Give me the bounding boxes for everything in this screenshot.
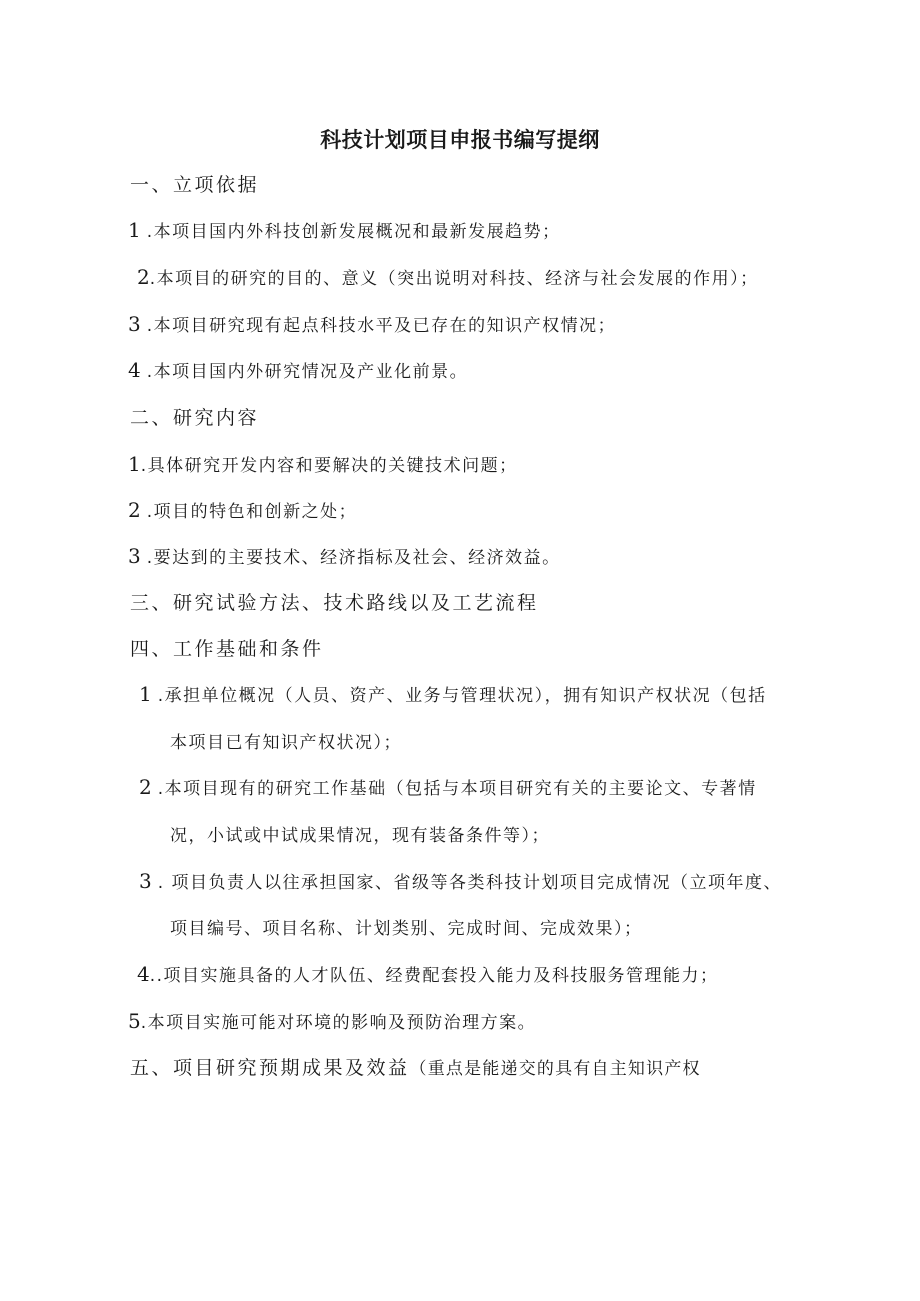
list-item-continuation: 况，小试或中试成果情况，现有装备条件等）； xyxy=(170,826,550,846)
list-item xyxy=(139,774,757,799)
list-item xyxy=(128,1008,536,1033)
section-heading-5-text: 五、项目研究预期成果及效益 xyxy=(130,1057,410,1079)
item-text: .承担单位概况（人员、资产、业务与管理状况），拥有知识产权状况（包括 xyxy=(157,686,767,706)
item-text: . 项目负责人以往承担国家、省级等各类科技计划项目完成情况（立项年度、 xyxy=(157,873,783,893)
list-item xyxy=(139,868,782,893)
item-text: .项目的特色和创新之处； xyxy=(146,502,358,522)
list-item xyxy=(128,357,468,382)
document-title: 科技计划项目申报书编写提纲 xyxy=(320,128,600,152)
list-item xyxy=(128,497,357,522)
item-text: .本项目实施可能对环境的影响及预防治理方案。 xyxy=(140,1013,537,1033)
item-number: 4 xyxy=(137,962,150,986)
list-item xyxy=(128,543,561,568)
item-number: 2 xyxy=(128,498,141,522)
list-item xyxy=(137,264,759,289)
item-text: .本项目的研究的目的、意义（突出说明对科技、经济与社会发展的作用）； xyxy=(149,269,759,289)
section-heading-5 xyxy=(130,1053,701,1080)
list-item xyxy=(137,961,719,986)
list-item xyxy=(128,217,561,242)
item-number: 1 xyxy=(128,218,141,242)
section-heading-2: 二、研究内容 xyxy=(130,407,260,429)
item-number: 5 xyxy=(128,1009,141,1033)
item-number: 3 xyxy=(128,544,141,568)
list-item xyxy=(139,681,767,706)
item-text: .本项目国内外研究情况及产业化前景。 xyxy=(146,362,469,382)
item-text: .要达到的主要技术、经济指标及社会、经济效益。 xyxy=(146,548,561,568)
list-item-continuation: 本项目已有知识产权状况）； xyxy=(170,733,402,753)
item-text: .具体研究开发内容和要解决的关键技术问题； xyxy=(140,456,518,476)
item-text: .本项目现有的研究工作基础（包括与本项目研究有关的主要论文、专著情 xyxy=(157,779,757,799)
item-number: 2 xyxy=(139,775,152,799)
item-text: ..项目实施具备的人才队伍、经费配套投入能力及科技服务管理能力； xyxy=(149,966,719,986)
section-heading-4: 四、工作基础和条件 xyxy=(130,638,324,660)
section-heading-3: 三、研究试验方法、技术路线以及工艺流程 xyxy=(130,592,539,614)
item-number: 4 xyxy=(128,358,141,382)
item-text: .本项目国内外科技创新发展概况和最新发展趋势； xyxy=(146,222,561,242)
list-item xyxy=(128,311,616,336)
list-item xyxy=(128,451,518,476)
item-number: 1 xyxy=(139,682,152,706)
item-text: .本项目研究现有起点科技水平及已存在的知识产权情况； xyxy=(146,316,617,336)
section-heading-5-note: （重点是能递交的具有自主知识产权 xyxy=(409,1059,701,1079)
item-number: 3 xyxy=(128,312,141,336)
list-item-continuation: 项目编号、项目名称、计划类别、完成时间、完成效果）； xyxy=(170,919,643,939)
item-number: 1 xyxy=(128,452,141,476)
section-heading-1: 一、立项依据 xyxy=(130,174,260,196)
item-number: 3 xyxy=(139,869,152,893)
item-number: 2 xyxy=(137,265,150,289)
